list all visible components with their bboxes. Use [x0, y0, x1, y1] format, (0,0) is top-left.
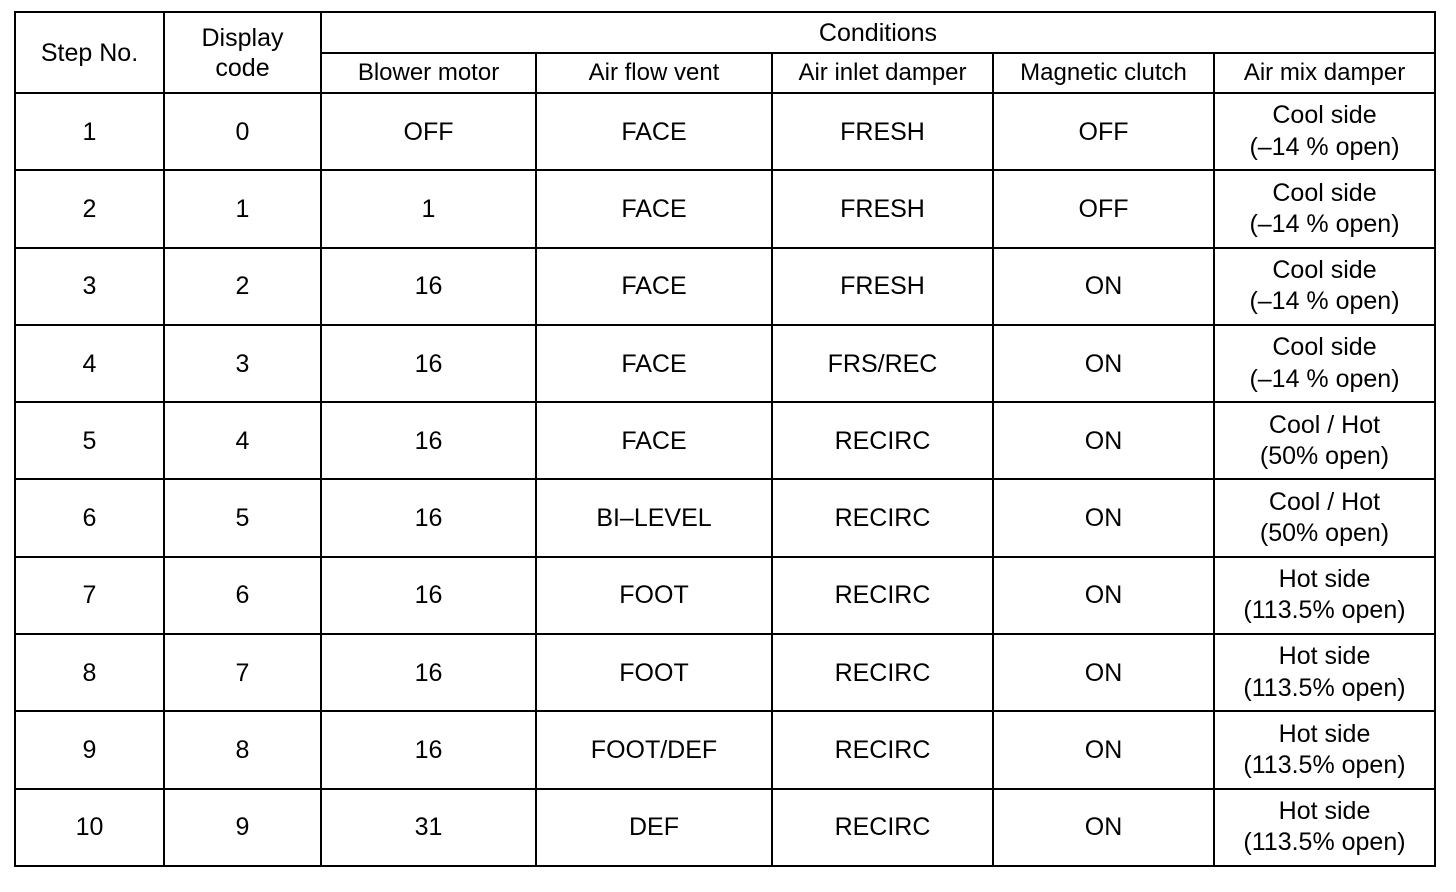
header-display-code — [164, 12, 321, 93]
air-mix-position: Cool side — [1272, 178, 1377, 207]
air-mix-opening: (50% open) — [1259, 441, 1390, 470]
header-conditions: Conditions — [321, 12, 1435, 53]
cell-air-mix-damper — [1214, 789, 1435, 866]
cell-air-mix-damper — [1214, 93, 1435, 170]
cell-step: 9 — [15, 711, 164, 788]
cell-air-inlet-damper: RECIRC — [772, 789, 993, 866]
cell-blower-motor: 1 — [321, 170, 536, 247]
air-mix-position: Cool / Hot — [1268, 410, 1381, 439]
cell-air-mix-damper — [1214, 170, 1435, 247]
cell-magnetic-clutch: OFF — [993, 170, 1214, 247]
air-mix-position: Cool side — [1272, 101, 1377, 130]
header-air-flow-vent: Air flow vent — [536, 53, 772, 93]
cell-air-mix-damper — [1214, 634, 1435, 711]
air-mix-position: Hot side — [1278, 642, 1371, 671]
cell-blower-motor: 31 — [321, 789, 536, 866]
cell-step: 2 — [15, 170, 164, 247]
cell-air-flow-vent: FOOT — [536, 557, 772, 634]
cell-display-code: 8 — [164, 711, 321, 788]
cell-magnetic-clutch: OFF — [993, 93, 1214, 170]
cell-air-inlet-damper: FRESH — [772, 248, 993, 325]
cell-blower-motor: 16 — [321, 557, 536, 634]
cell-magnetic-clutch: ON — [993, 711, 1214, 788]
cell-air-inlet-damper: RECIRC — [772, 479, 993, 556]
cell-air-flow-vent: FACE — [536, 248, 772, 325]
cell-blower-motor: OFF — [321, 93, 536, 170]
cell-air-flow-vent: FOOT/DEF — [536, 711, 772, 788]
cell-display-code: 9 — [164, 789, 321, 866]
header-air-mix-damper: Air mix damper — [1214, 53, 1435, 93]
cell-air-mix-damper — [1214, 325, 1435, 402]
table-row — [15, 479, 1435, 556]
table-row — [15, 93, 1435, 170]
cell-air-flow-vent: BI–LEVEL — [536, 479, 772, 556]
condition-table — [14, 11, 1436, 867]
cell-magnetic-clutch: ON — [993, 479, 1214, 556]
cell-magnetic-clutch: ON — [993, 557, 1214, 634]
air-mix-opening: (–14 % open) — [1249, 209, 1400, 238]
air-mix-position: Cool side — [1272, 255, 1377, 284]
air-mix-opening: (–14 % open) — [1249, 364, 1400, 393]
cell-air-mix-damper — [1214, 557, 1435, 634]
cell-air-inlet-damper: RECIRC — [772, 711, 993, 788]
table-row — [15, 557, 1435, 634]
cell-air-inlet-damper: FRESH — [772, 170, 993, 247]
cell-display-code: 2 — [164, 248, 321, 325]
cell-air-mix-damper — [1214, 479, 1435, 556]
air-mix-opening: (50% open) — [1259, 519, 1390, 548]
cell-step: 10 — [15, 789, 164, 866]
table-row — [15, 325, 1435, 402]
cell-blower-motor: 16 — [321, 402, 536, 479]
cell-air-flow-vent: FACE — [536, 93, 772, 170]
cell-blower-motor: 16 — [321, 248, 536, 325]
air-mix-opening: (113.5% open) — [1243, 828, 1406, 857]
cell-air-flow-vent: DEF — [536, 789, 772, 866]
table-row — [15, 634, 1435, 711]
cell-step: 8 — [15, 634, 164, 711]
table-row — [15, 711, 1435, 788]
cell-magnetic-clutch: ON — [993, 789, 1214, 866]
cell-air-inlet-damper: RECIRC — [772, 402, 993, 479]
cell-step: 4 — [15, 325, 164, 402]
cell-display-code: 7 — [164, 634, 321, 711]
cell-display-code: 6 — [164, 557, 321, 634]
cell-magnetic-clutch: ON — [993, 634, 1214, 711]
air-mix-opening: (–14 % open) — [1249, 132, 1400, 161]
header-magnetic-clutch: Magnetic clutch — [993, 53, 1214, 93]
table-row — [15, 789, 1435, 866]
cell-air-flow-vent: FOOT — [536, 634, 772, 711]
table-row — [15, 402, 1435, 479]
cell-display-code: 5 — [164, 479, 321, 556]
cell-blower-motor: 16 — [321, 711, 536, 788]
cell-display-code: 0 — [164, 93, 321, 170]
cell-step: 5 — [15, 402, 164, 479]
cell-step: 7 — [15, 557, 164, 634]
cell-air-inlet-damper: RECIRC — [772, 634, 993, 711]
cell-air-inlet-damper: RECIRC — [772, 557, 993, 634]
cell-air-inlet-damper: FRS/REC — [772, 325, 993, 402]
cell-magnetic-clutch: ON — [993, 325, 1214, 402]
air-mix-position: Hot side — [1278, 719, 1371, 748]
header-display-code-line2: code — [215, 53, 270, 82]
cell-step: 1 — [15, 93, 164, 170]
air-mix-position: Cool side — [1272, 333, 1377, 362]
air-mix-position: Cool / Hot — [1268, 487, 1381, 516]
cell-air-flow-vent: FACE — [536, 402, 772, 479]
cell-step: 6 — [15, 479, 164, 556]
air-mix-opening: (113.5% open) — [1243, 596, 1406, 625]
cell-step: 3 — [15, 248, 164, 325]
cell-air-mix-damper — [1214, 711, 1435, 788]
table-row — [15, 170, 1435, 247]
cell-air-flow-vent: FACE — [536, 325, 772, 402]
cell-air-mix-damper — [1214, 248, 1435, 325]
air-mix-position: Hot side — [1278, 565, 1371, 594]
cell-blower-motor: 16 — [321, 479, 536, 556]
table-row — [15, 248, 1435, 325]
air-mix-position: Hot side — [1278, 797, 1371, 826]
header-air-inlet-damper: Air inlet damper — [772, 53, 993, 93]
header-step-no: Step No. — [15, 12, 164, 93]
cell-blower-motor: 16 — [321, 325, 536, 402]
air-mix-opening: (113.5% open) — [1243, 751, 1406, 780]
cell-display-code: 3 — [164, 325, 321, 402]
cell-magnetic-clutch: ON — [993, 402, 1214, 479]
cell-magnetic-clutch: ON — [993, 248, 1214, 325]
cell-air-inlet-damper: FRESH — [772, 93, 993, 170]
air-mix-opening: (113.5% open) — [1243, 673, 1406, 702]
cell-air-flow-vent: FACE — [536, 170, 772, 247]
cell-display-code: 1 — [164, 170, 321, 247]
header-display-code-line1: Display — [201, 23, 284, 52]
air-mix-opening: (–14 % open) — [1249, 287, 1400, 316]
cell-display-code: 4 — [164, 402, 321, 479]
cell-air-mix-damper — [1214, 402, 1435, 479]
cell-blower-motor: 16 — [321, 634, 536, 711]
header-blower-motor: Blower motor — [321, 53, 536, 93]
